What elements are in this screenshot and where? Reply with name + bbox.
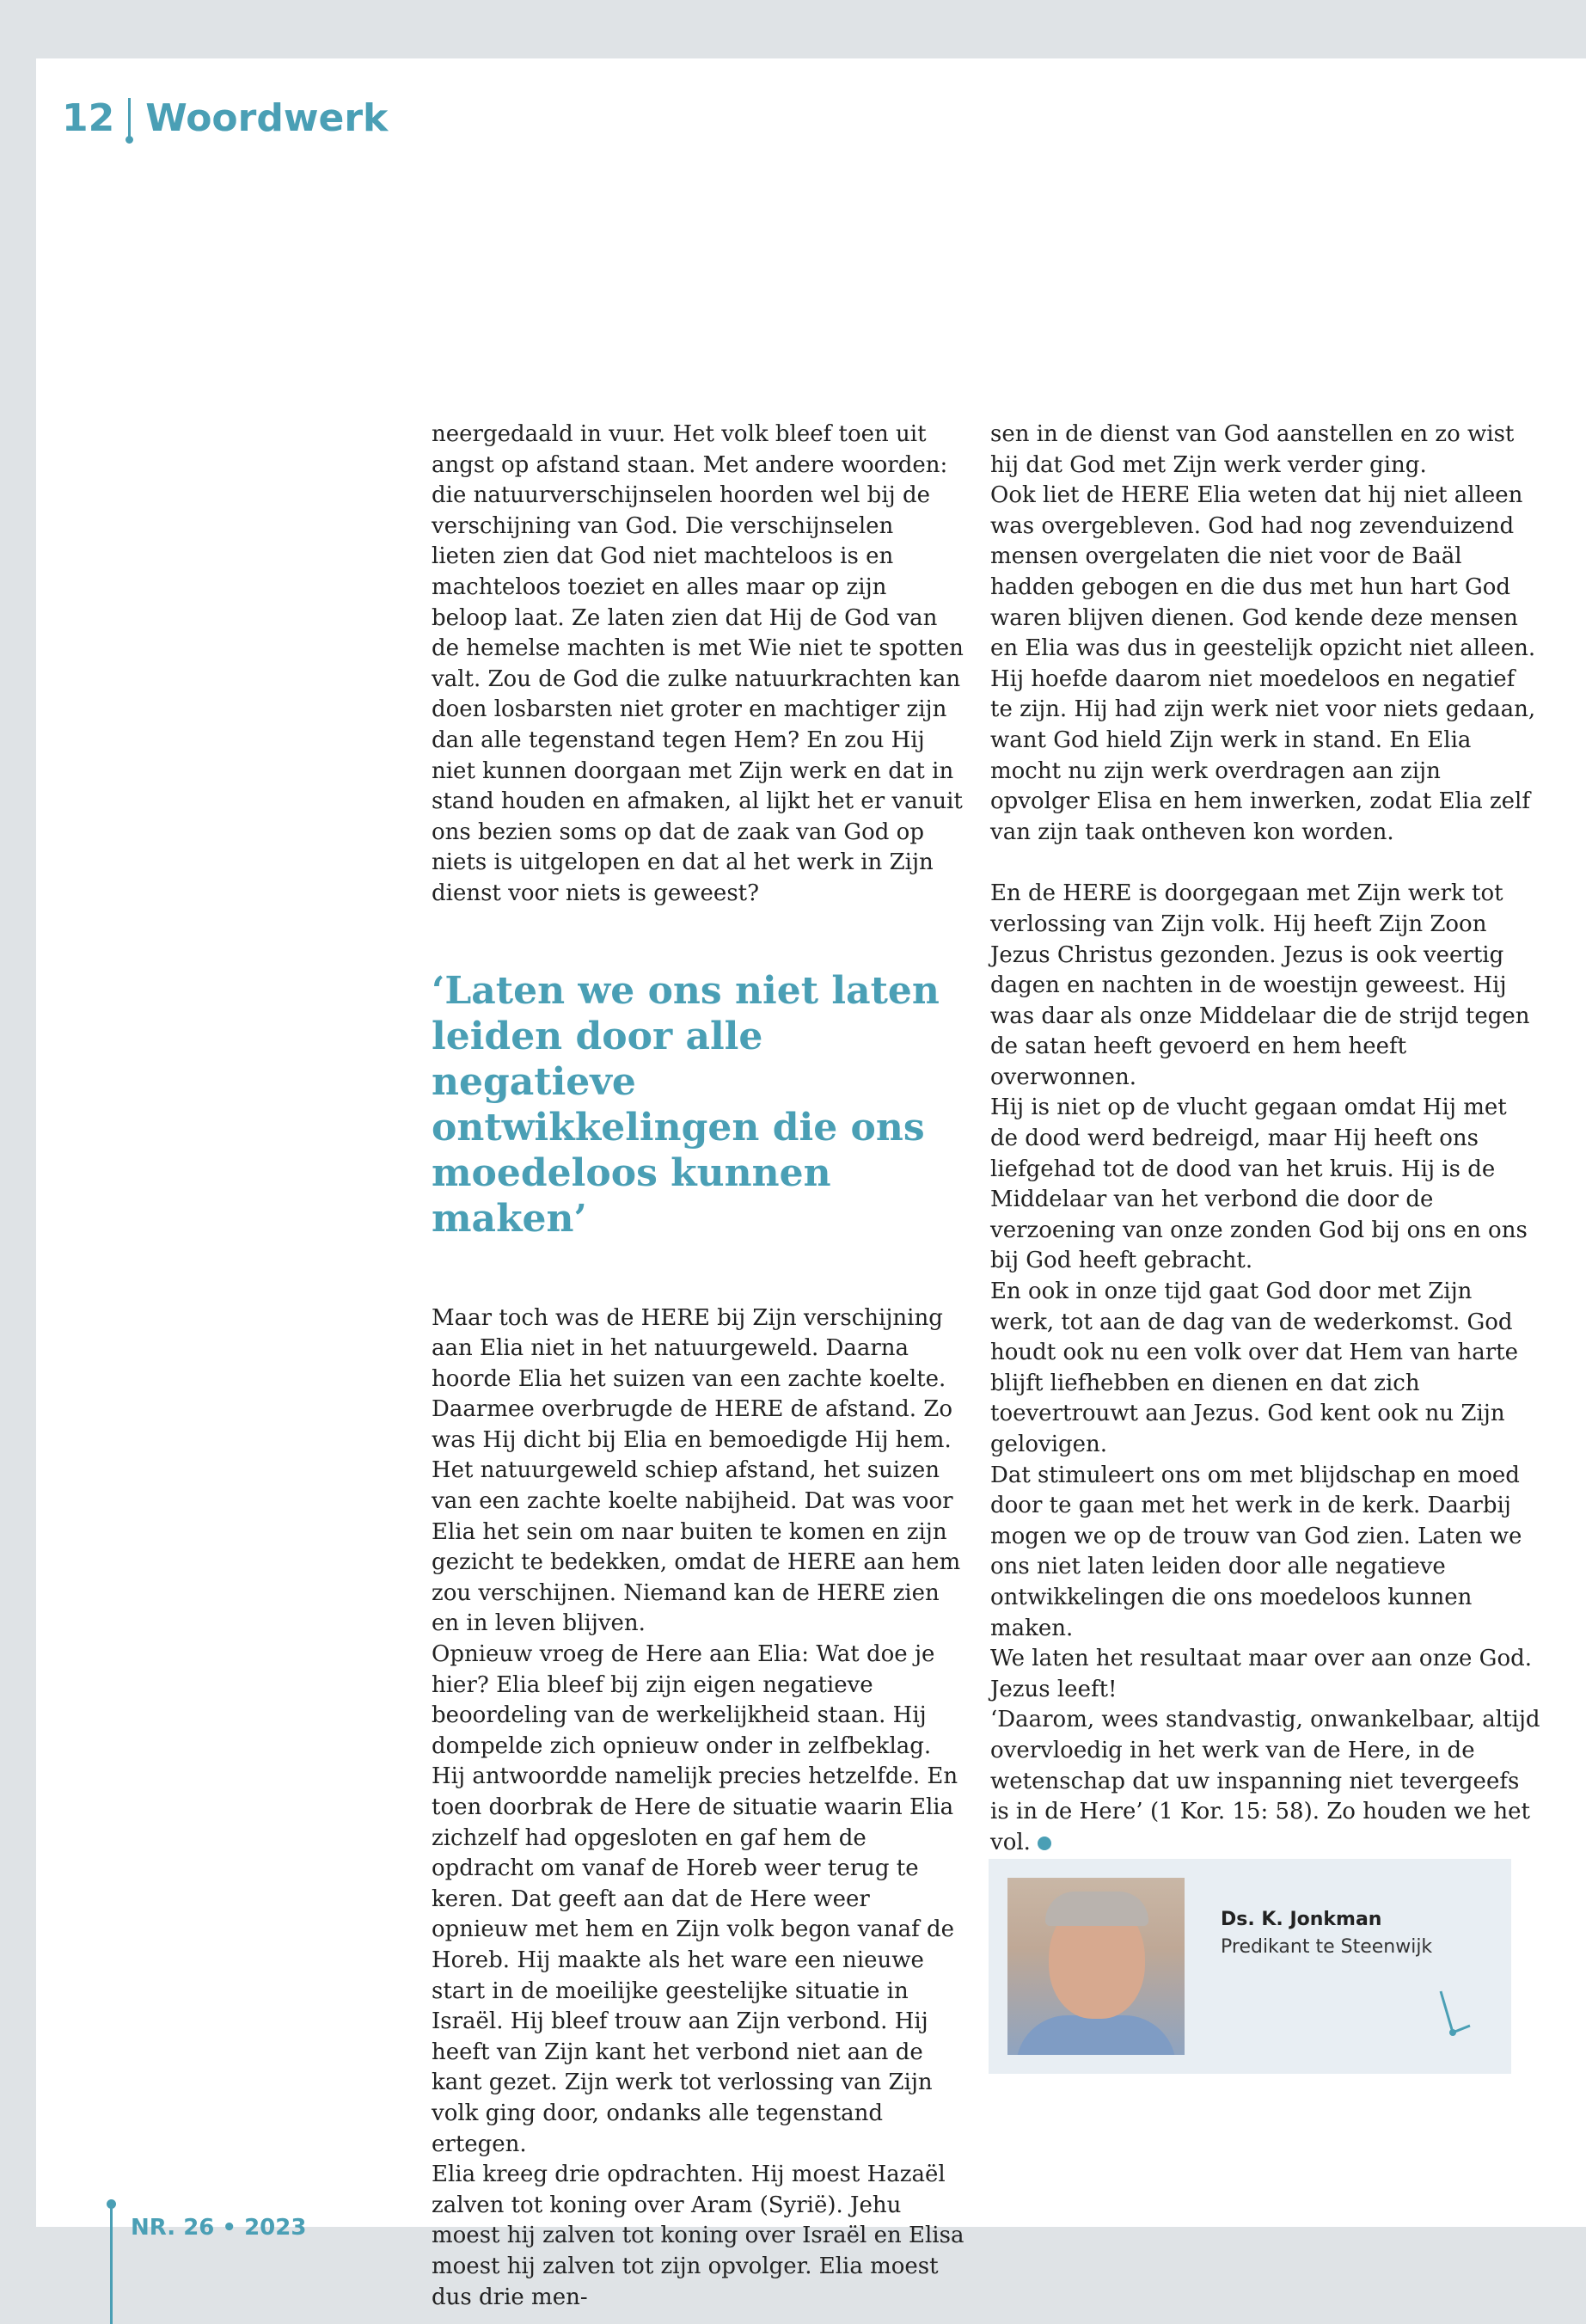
footer-rule	[110, 2204, 113, 2324]
issue-number: NR. 26 • 2023	[131, 2215, 307, 2241]
header-divider	[119, 93, 140, 144]
right-paragraph-6: Dat stimuleert ons om met blijdschap en moed door te gaan met het werk in de kerk. Daarbij mogen we op de trouw van God zien. Laten we ons niet laten leiden door alle negatieve ontwikkelingen die ons moedeloos kunnen maken.	[990, 1462, 1522, 1641]
page-number: 12	[62, 96, 115, 140]
author-box	[989, 1859, 1511, 2074]
author-role: Predikant te Steenwijk	[1221, 1936, 1433, 1958]
right-paragraph-4: Hij is niet op de vlucht gegaan omdat Hij met de dood werd bedreigd, maar Hij heeft ons liefgehad tot de dood van het kruis. Hij is de Middelaar van het verbond die door de verzoening van onze zonden God bij ons en ons bij God heeft gebracht.	[990, 1095, 1528, 1274]
right-paragraph-5: En ook in onze tijd gaat God door met Zijn werk, tot aan de dag van de wederkomst. God houdt ook nu een volk over dat Hem van harte blijft liefhebben en dienen en dat zich toevertrouwt aan Jezus. God kent ook nu Zijn gelovigen.	[990, 1279, 1519, 1457]
right-column	[990, 420, 1540, 1858]
left-paragraph-4: Opnieuw vroeg de Here aan Elia: Wat doe je hier? Elia bleef bij zijn eigen negatieve beoordeling van de werkelijkheid staan. Hij dompelde zich opnieuw onder in zelfbeklag. Hij antwoordde namelijk precies hetzelfde. En toen doorbrak de Here de situatie waarin Elia zichzelf had opgesloten en gaf hem de opdracht om vanaf de Horeb weer terug te keren. Dat geeft aan dat de Here weer opnieuw met hem en Zijn volk begon vanaf de Horeb. Hij maakte als het ware een nieuwe start in de moeilijke geestelijke situatie in Israël. Hij bleef trouw aan Zijn verbond. Hij heeft van Zijn kant het verbond niet aan de kant gezet. Zijn werk tot verlossing van Zijn volk ging door, ondanks alle tegenstand ertegen.	[432, 1641, 958, 2157]
author-photo	[1007, 1878, 1185, 2055]
page-header	[62, 93, 388, 144]
end-mark-icon	[1038, 1837, 1051, 1850]
magazine-page	[36, 58, 1586, 2310]
section-title: Woordwerk	[145, 96, 389, 140]
decorative-mark-icon	[1434, 1988, 1477, 2039]
left-paragraph-2: Maar toch was de HERE bij Zijn verschijning aan Elia niet in het natuurgeweld. Daarna hoorde Elia het suizen van een zachte koelte. Daarmee overbrugde de HERE de afstand. Zo was Hij dicht bij Elia en bemoedigde Hij hem.	[432, 1304, 952, 1453]
left-paragraph-1: neergedaald in vuur. Het volk bleef toen uit angst op afstand staan. Met andere woorden: die natuurverschijnselen hoorden wel bij de verschijning van God. Die verschijnselen lieten zien dat God niet machteloos is en machteloos toeziet en alles maar op zijn beloop laat. Ze laten zien dat Hij de God van de hemelse machten is met Wie niet te spotten valt. Zou de God die zulke natuurkrachten kan doen losbarsten niet groter en machtiger zijn dan alle tegenstand tegen Hem? En zou Hij niet kunnen doorgaan met Zijn werk en dat in stand houden en afmaken, al lijkt het er vanuit ons bezien soms op dat de zaak van God op niets is uitgelopen en dat al het werk in Zijn dienst voor niets is geweest?	[432, 421, 964, 906]
right-paragraph-3: En de HERE is doorgegaan met Zijn werk tot verlossing van Zijn volk. Hij heeft Zijn Zoon Jezus Christus gezonden. Jezus is ook veertig dagen en nachten in de woestijn geweest. Hij was daar als onze Middelaar die de strijd tegen de satan heeft gevoerd en hem heeft overwonnen.	[990, 880, 1530, 1090]
left-column	[432, 420, 964, 2313]
right-paragraph-8	[990, 1705, 1540, 1858]
right-paragraph-2: Ook liet de HERE Elia weten dat hij niet alleen was overgebleven. God had nog zevenduizend mensen overgelaten die niet voor de Baäl hadden gebogen en die dus met hun hart God waren blijven dienen. God kende deze mensen en Elia was dus in geestelijk opzicht niet alleen. Hij hoefde daarom niet moedeloos en negatief te zijn. Hij had zijn werk niet voor niets gedaan, want God hield Zijn werk in stand. En Elia mocht nu zijn werk overdragen aan zijn opvolger Elisa en hem inwerken, zodat Elia zelf van zijn taak ontheven kon worden.	[990, 482, 1536, 845]
pull-quote: ‘Laten we ons niet laten leiden door alle negatieve ontwikkelingen die ons moedeloos kunnen maken’	[432, 968, 940, 1241]
right-paragraph-1: sen in de dienst van God aanstellen en zo wist hij dat God met Zijn werk verder ging.	[990, 421, 1515, 478]
right-paragraph-7: We laten het resultaat maar over aan onze God. Jezus leeft!	[990, 1646, 1533, 1702]
closing-quote-text: ‘Daarom, wees standvastig, onwankelbaar, altijd overvloedig in het werk van de Here, in de wetenschap dat uw inspanning niet tevergeefs is in de Here’ (1 Kor. 15: 58). Zo houden we het vol.	[990, 1707, 1540, 1855]
left-paragraph-5: Elia kreeg drie opdrachten. Hij moest Hazaël zalven tot koning over Aram (Syrië). Jehu moest hij zalven tot koning over Israël en Elisa moest hij zalven tot zijn opvolger. Elia moest dus drie men-	[432, 2162, 964, 2310]
left-paragraph-3: Het natuurgeweld schiep afstand, het suizen van een zachte koelte nabijheid. Dat was voor Elia het sein om naar buiten te komen en zijn gezicht te bedekken, omdat de HERE aan hem zou verschijnen. Niemand kan de HERE zien en in leven blijven.	[432, 1457, 961, 1637]
author-name: Ds. K. Jonkman	[1221, 1909, 1382, 1930]
